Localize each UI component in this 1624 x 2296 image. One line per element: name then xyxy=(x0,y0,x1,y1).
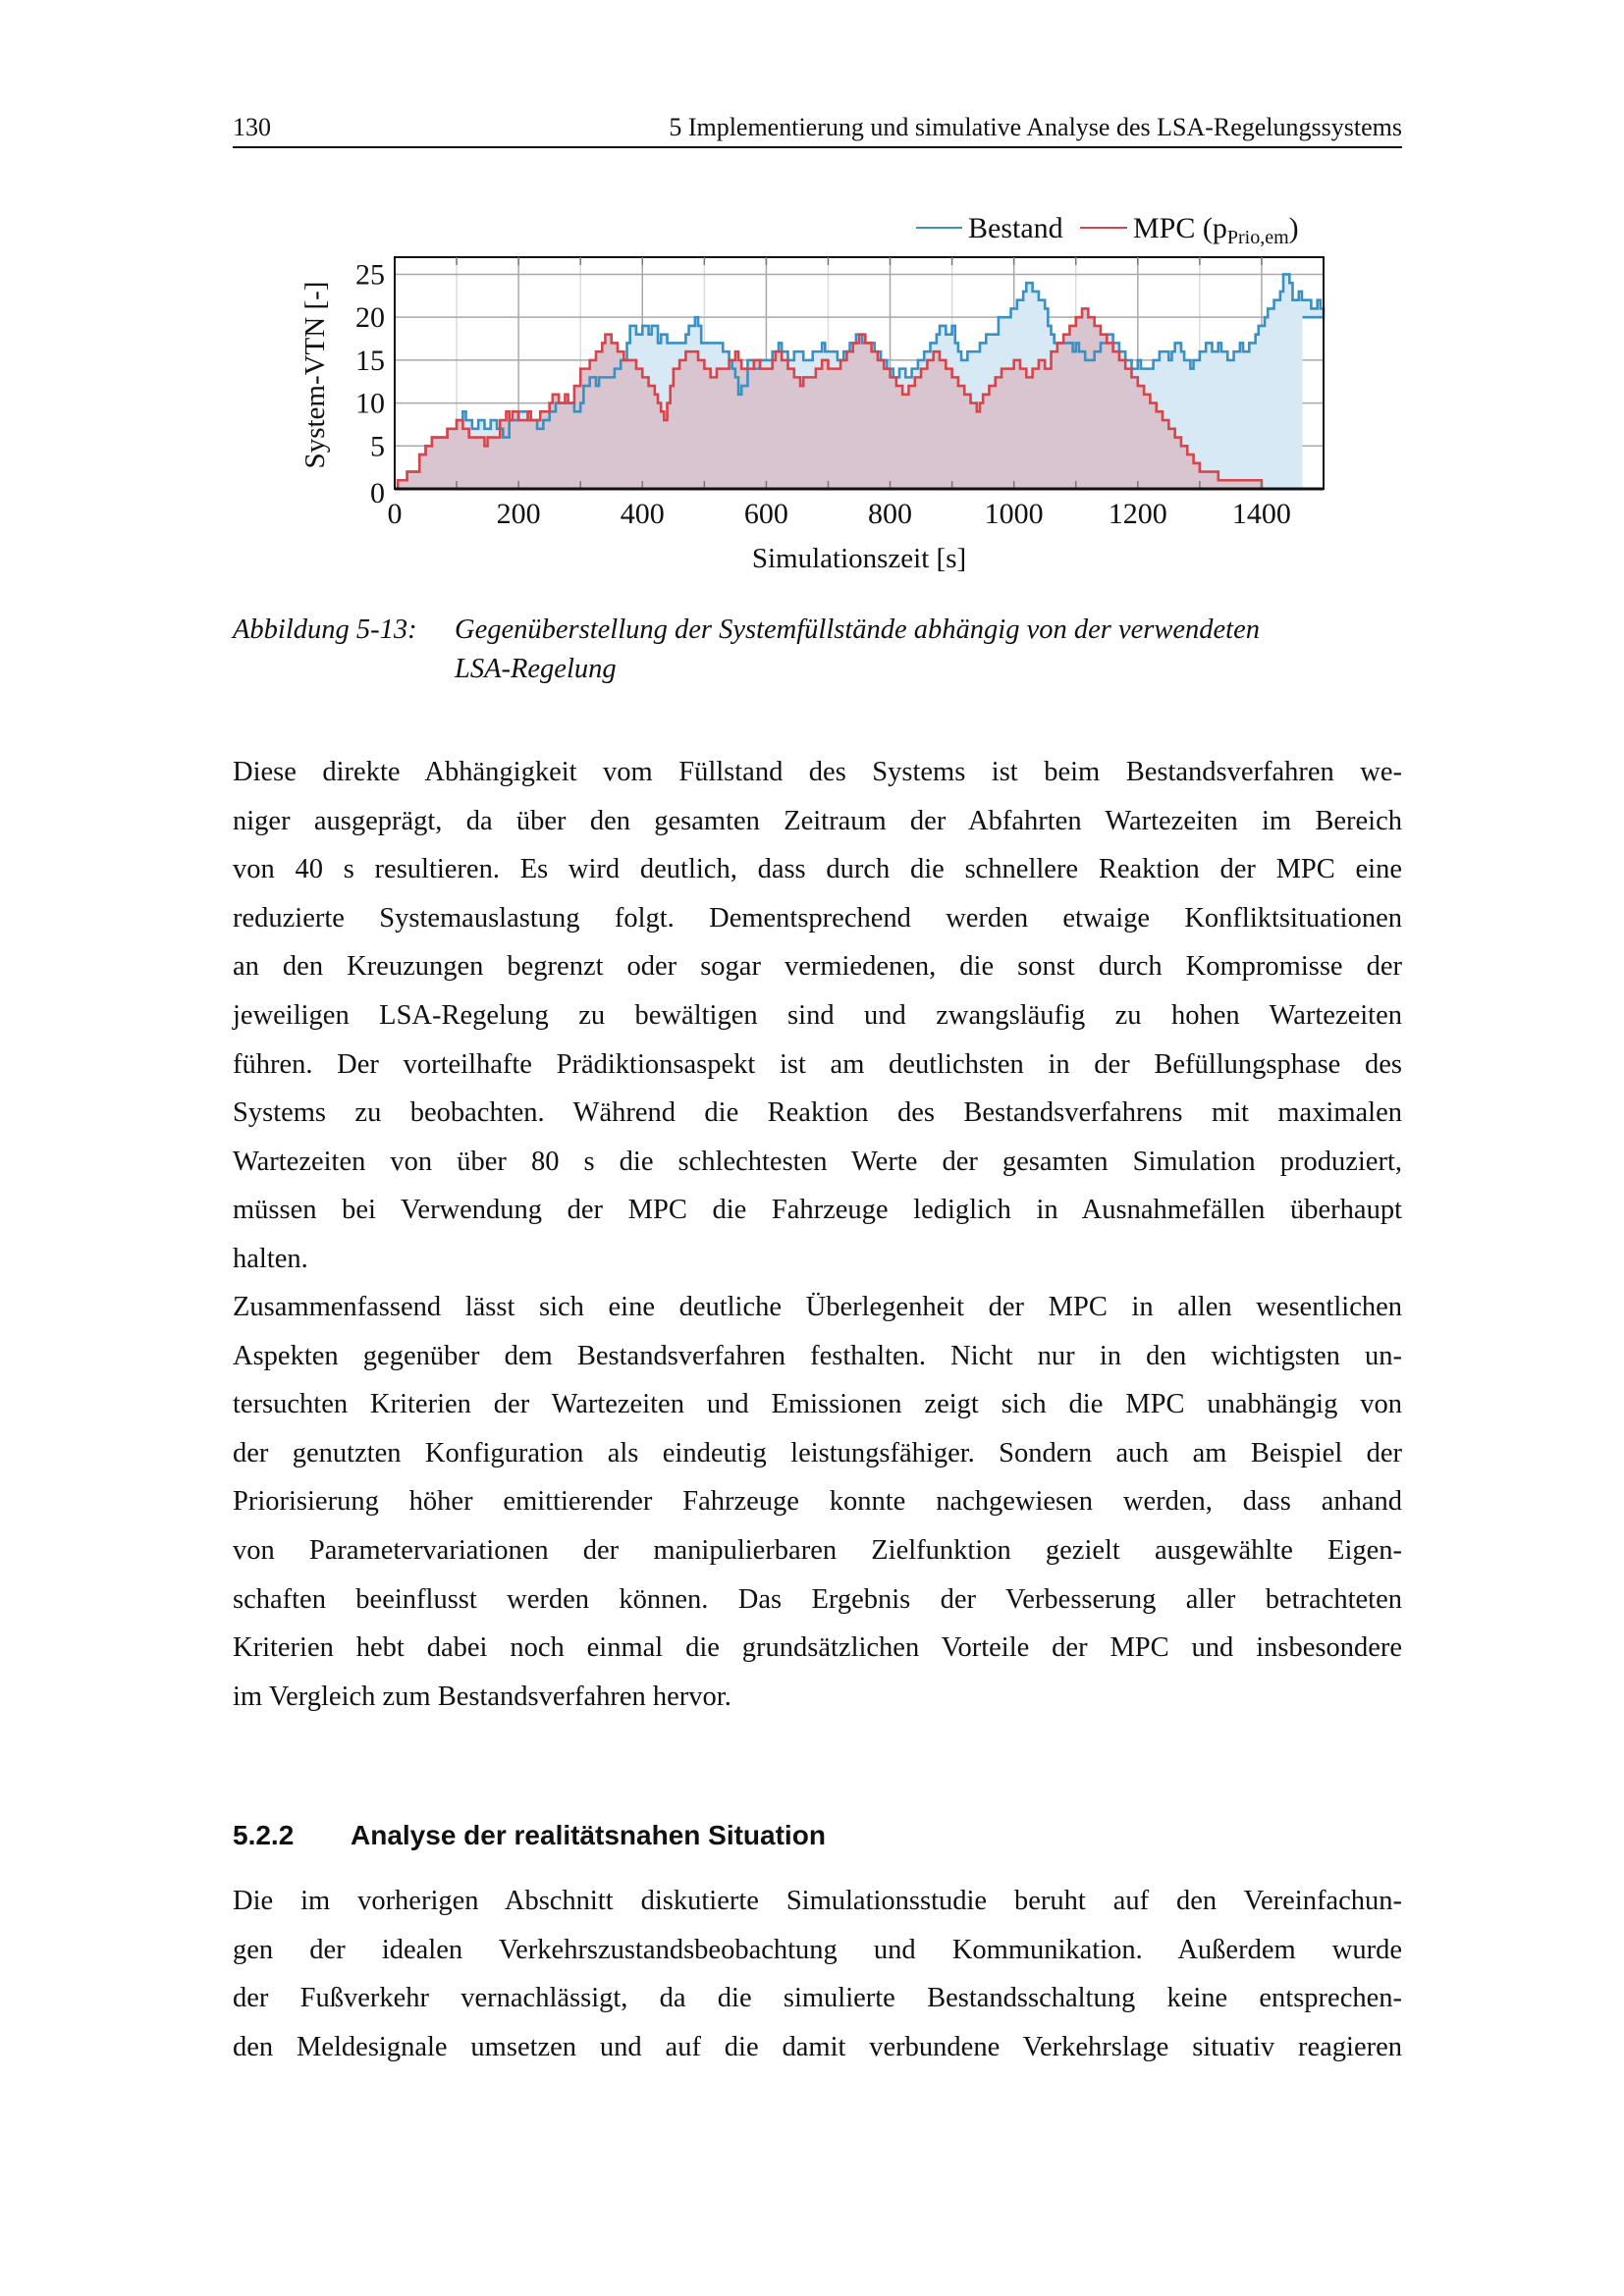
text-line: Diese direkte Abhängigkeit vom Füllstand des Systems ist beim Bestandsverfahren we- xyxy=(233,757,1402,787)
x-tick-label: 400 xyxy=(620,498,665,530)
text-line: Zusammenfassend lässt sich eine deutliche Überlegenheit der MPC in allen wesentlichen xyxy=(233,1292,1402,1322)
chart-legend xyxy=(916,212,1299,248)
y-tick-label: 5 xyxy=(370,430,385,463)
chapter-title: 5 Implementierung und simulative Analyse des LSA-Regelungssystems xyxy=(669,113,1402,141)
section-title: Analyse der realitätsnahen Situation xyxy=(351,1820,826,1850)
text-line: reduzierte Systemauslastung folgt. Dementsprechend werden etwaige Konfliktsituationen xyxy=(233,902,1402,934)
text-line: führen. Der vorteilhafte Prädiktionsaspekt ist am deutlichsten in der Befüllungsphase des xyxy=(233,1048,1402,1080)
fill-level-chart xyxy=(0,0,1624,589)
text-line: Aspekten gegenüber dem Bestandsverfahren festhalten. Nicht nur in den wichtigsten un- xyxy=(233,1340,1402,1371)
x-tick-label: 1000 xyxy=(984,498,1044,530)
text-line: halten. xyxy=(233,1243,308,1274)
y-axis-label: System-VTN [-] xyxy=(299,281,331,469)
text-line: den Meldesignale umsetzen und auf die damit verbundene Verkehrslage situativ reagieren xyxy=(233,2031,1402,2062)
text-line: müssen bei Verwendung der MPC die Fahrzeuge lediglich in Ausnahmefällen überhaupt xyxy=(233,1195,1402,1226)
text-line: Systems zu beobachten. Während die Reaktion des Bestandsverfahrens mit maximalen xyxy=(233,1097,1402,1129)
caption-label: Abbildung 5-13: xyxy=(233,614,417,645)
x-tick-label: 600 xyxy=(743,498,788,530)
paragraph-3 xyxy=(233,1877,1402,2071)
x-axis-label: Simulationszeit [s] xyxy=(751,543,967,574)
text-line: an den Kreuzungen begrenzt oder sogar vermiedenen, die sonst durch Kompromisse der xyxy=(233,951,1402,983)
text-line: der genutzten Konfiguration als eindeutig leistungsfähiger. Sondern auch am Beispiel der xyxy=(233,1437,1402,1468)
page-number: 130 xyxy=(233,113,271,141)
x-tick-label: 1200 xyxy=(1108,498,1167,530)
paragraph-2 xyxy=(233,1283,1402,1721)
caption-text-line: Gegenüberstellung der Systemfüllstände abhängig von der verwendeten xyxy=(455,614,1260,645)
y-tick-label: 0 xyxy=(370,477,385,509)
chart-areas xyxy=(395,274,1324,489)
text-line: von 40 s resultieren. Es wird deutlich, dass durch die schnellere Reaktion der MPC eine xyxy=(233,854,1402,885)
text-line: Priorisierung höher emittierender Fahrzeuge konnte nachgewiesen werden, dass anhand xyxy=(233,1486,1402,1518)
section-number: 5.2.2 xyxy=(233,1820,295,1850)
text-line: von Parametervariationen der manipulierbaren Zielfunktion gezielt ausgewählte Eigen- xyxy=(233,1534,1402,1566)
text-line: Die im vorherigen Abschnitt diskutierte Simulationsstudie beruht auf den Vereinfachun- xyxy=(233,1886,1402,1916)
y-tick-label: 15 xyxy=(355,344,385,377)
caption-text-line: LSA-Regelung xyxy=(455,654,617,684)
text-line: Kriterien hebt dabei noch einmal die grundsätzlichen Vorteile der MPC und insbesondere xyxy=(233,1632,1402,1664)
figure-caption xyxy=(233,611,1402,684)
legend-label-bestand: Bestand xyxy=(968,212,1063,244)
text-line: gen der idealen Verkehrszustandsbeobachtung und Kommunikation. Außerdem wurde xyxy=(233,1934,1402,1965)
x-tick-label: 1400 xyxy=(1231,498,1291,530)
text-line: Wartezeiten von über 80 s die schlechtesten Werte der gesamten Simulation produziert, xyxy=(233,1146,1402,1177)
x-tick-label: 200 xyxy=(496,498,541,530)
x-tick-label: 0 xyxy=(387,498,403,530)
text-line: niger ausgeprägt, da über den gesamten Zeitraum der Abfahrten Wartezeiten im Bereich xyxy=(233,805,1402,836)
legend-label-mpc: MPC $(p_{Prio,em})$ xyxy=(1133,212,1299,248)
paragraph-1 xyxy=(233,748,1402,1284)
text-line: der Fußverkehr vernachlässigt, da die simulierte Bestandsschaltung keine entsprechen- xyxy=(233,1983,1402,2014)
y-tick-label: 20 xyxy=(355,301,385,335)
y-tick-label: 25 xyxy=(355,258,385,292)
text-line: jeweiligen LSA-Regelung zu bewältigen sind und zwangsläufig zu hohen Wartezeiten xyxy=(233,999,1402,1031)
x-tick-label: 800 xyxy=(868,498,913,530)
text-line: tersuchten Kriterien der Wartezeiten und Emissionen zeigt sich die MPC unabhängig von xyxy=(233,1389,1402,1420)
text-line: schaften beeinflusst werden können. Das Ergebnis der Verbesserung aller betrachteten xyxy=(233,1583,1402,1615)
text-line: im Vergleich zum Bestandsverfahren hervor. xyxy=(233,1681,731,1712)
y-tick-label: 10 xyxy=(355,387,385,420)
section-heading xyxy=(233,1820,826,1851)
